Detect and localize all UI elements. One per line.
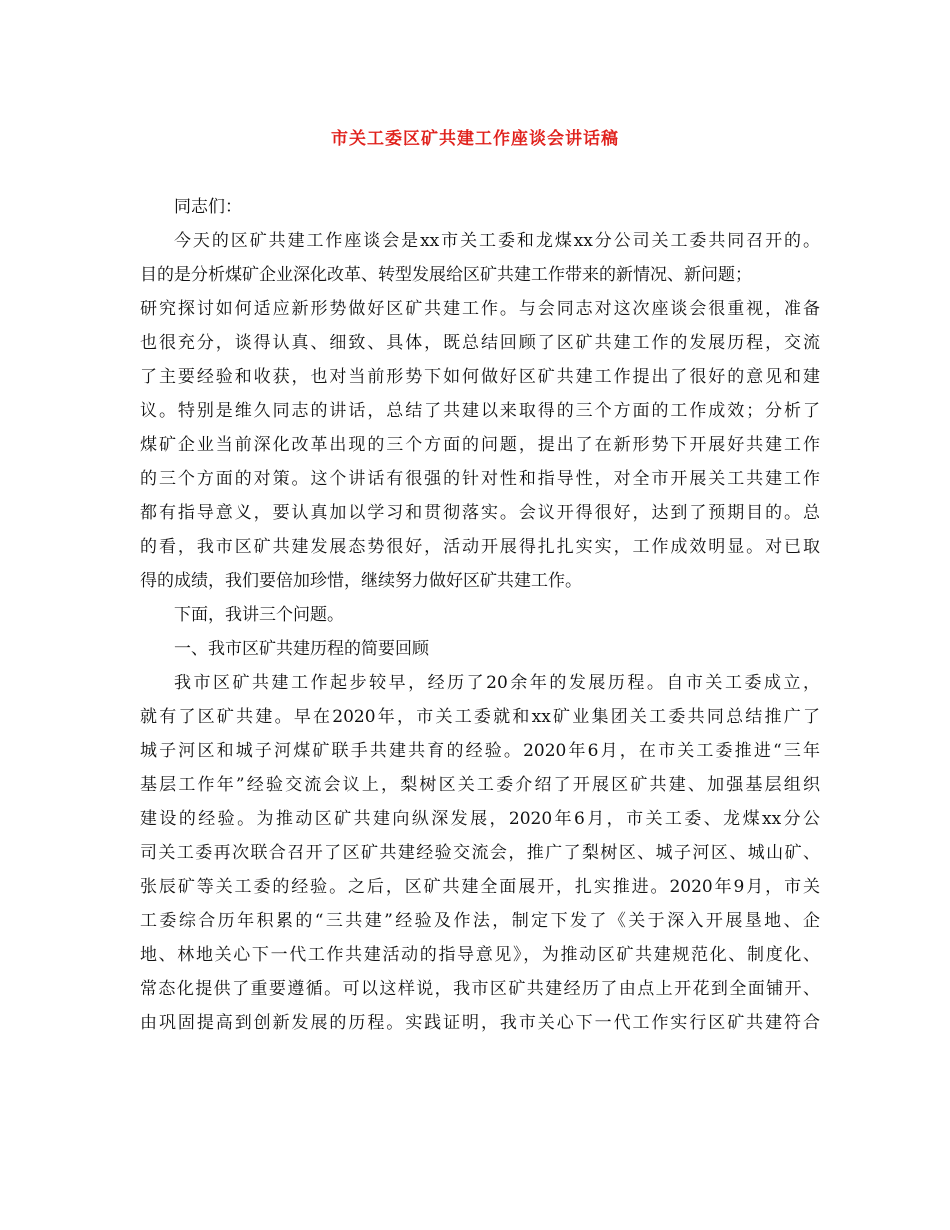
- text-line: 就有了区矿共建。早在2020年，市关工委就和xx矿业集团关工委共同总结推广了: [140, 707, 820, 727]
- text-line: 得的成绩，我们要倍加珍惜，继续努力做好区矿共建工作。: [140, 571, 582, 591]
- text-line: 由巩固提高到创新发展的历程。实践证明，我市关心下一代工作实行区矿共建符合: [140, 1013, 820, 1033]
- text-line: 的看，我市区矿共建发展态势很好，活动开展得扎扎实实，工作成效明显。对已取: [140, 537, 820, 557]
- document-title: 市关工委区矿共建工作座谈会讲话稿: [331, 129, 619, 149]
- text-line: 下面，我讲三个问题。: [174, 605, 344, 625]
- text-line: 工委综合历年积累的“三共建”经验及作法，制定下发了《关于深入开展垦地、企: [140, 911, 820, 931]
- text-line: 都有指导意义，要认真加以学习和贯彻落实。会议开得很好，达到了预期目的。总: [140, 503, 820, 523]
- text-line: 地、林地关心下一代工作共建活动的指导意见》，为推动区矿共建规范化、制度化、: [140, 945, 820, 965]
- document-body: [140, 190, 820, 1040]
- text-line: 司关工委再次联合召开了区矿共建经验交流会，推广了梨树区、城子河区、城山矿、: [140, 843, 820, 863]
- text-line: 了主要经验和收获，也对当前形势下如何做好区矿共建工作提出了很好的意见和建: [140, 367, 820, 387]
- text-line: 常态化提供了重要遵循。可以这样说，我市区矿共建经历了由点上开花到全面铺开、: [140, 979, 820, 999]
- text-line: 一、我市区矿共建历程的简要回顾: [174, 639, 429, 659]
- text-line: 目的是分析煤矿企业深化改革、转型发展给区矿共建工作带来的新情况、新问题；: [140, 265, 752, 285]
- text-line: 研究探讨如何适应新形势做好区矿共建工作。与会同志对这次座谈会很重视，准备: [140, 299, 820, 319]
- text-line: 的三个方面的对策。这个讲话有很强的针对性和指导性，对全市开展关工共建工作: [140, 469, 820, 489]
- text-line: 同志们：: [174, 197, 242, 217]
- text-line: 我市区矿共建工作起步较早，经历了20余年的发展历程。自市关工委成立，: [174, 673, 820, 693]
- text-line: 议。特别是维久同志的讲话，总结了共建以来取得的三个方面的工作成效；分析了: [140, 401, 820, 421]
- text-line: 煤矿企业当前深化改革出现的三个方面的问题，提出了在新形势下开展好共建工作: [140, 435, 820, 455]
- text-line: 今天的区矿共建工作座谈会是xx市关工委和龙煤xx分公司关工委共同召开的。: [174, 231, 820, 251]
- text-line: 城子河区和城子河煤矿联手共建共育的经验。2020年6月，在市关工委推进“三年: [140, 741, 820, 761]
- text-line: 也很充分，谈得认真、细致、具体，既总结回顾了区矿共建工作的发展历程，交流: [140, 333, 820, 353]
- text-line: 基层工作年”经验交流会议上，梨树区关工委介绍了开展区矿共建、加强基层组织: [140, 775, 820, 795]
- text-line: 建设的经验。为推动区矿共建向纵深发展，2020年6月，市关工委、龙煤xx分公: [140, 809, 820, 829]
- text-line: 张辰矿等关工委的经验。之后，区矿共建全面展开，扎实推进。2020年9月，市关: [140, 877, 820, 897]
